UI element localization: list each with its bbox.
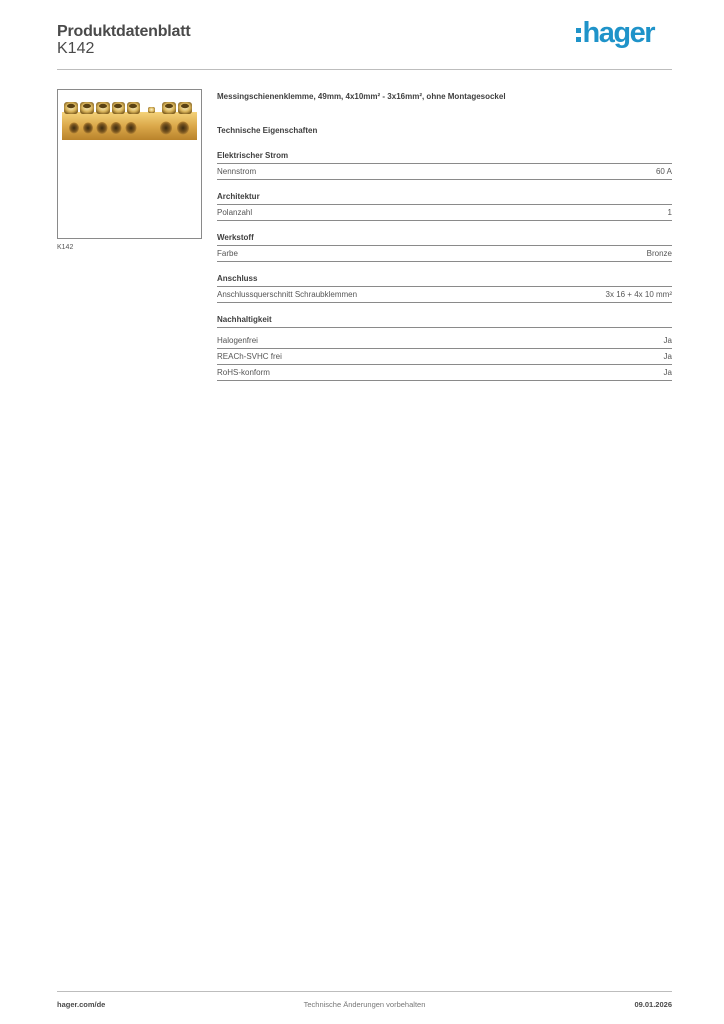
specs-section-title: Technische Eigenschaften — [217, 126, 318, 135]
spec-label: Polanzahl — [217, 208, 253, 217]
hager-logo — [576, 18, 654, 48]
spec-group-title: Architektur — [217, 192, 672, 205]
product-details — [217, 92, 672, 393]
spec-group-architecture — [217, 192, 672, 221]
image-caption: K142 — [57, 244, 74, 251]
terminal-bar-image — [58, 90, 201, 238]
spec-label: Nennstrom — [217, 167, 257, 176]
spec-group-electric-current — [217, 151, 672, 180]
product-image — [57, 89, 202, 239]
spec-value: Ja — [663, 368, 672, 377]
spec-group-title: Anschluss — [217, 274, 672, 287]
page-header — [57, 17, 672, 70]
footer-disclaimer: Technische Änderungen vorbehalten — [303, 1000, 426, 1009]
spec-group-title: Elektrischer Strom — [217, 151, 672, 164]
page-footer — [57, 991, 672, 1009]
spec-row — [217, 365, 672, 381]
spec-value: Ja — [663, 336, 672, 345]
spec-label: RoHS-konform — [217, 368, 270, 377]
logo-text: hager — [582, 17, 654, 49]
spec-value: 3x 16 + 4x 10 mm² — [605, 290, 672, 299]
spec-row — [217, 164, 672, 180]
spec-label: Farbe — [217, 249, 238, 258]
spec-group-title: Werkstoff — [217, 233, 672, 246]
page-title: Produktdatenblatt — [57, 23, 191, 40]
product-description: Messingschienenklemme, 49mm, 4x10mm² - 3x16mm², ohne Montagesockel — [217, 92, 506, 101]
spec-row — [217, 349, 672, 365]
footer-website-link[interactable]: hager.com/de — [57, 1000, 106, 1009]
spec-value: 1 — [667, 208, 672, 217]
spec-group-sustainability — [217, 315, 672, 381]
spec-label: REACh-SVHC frei — [217, 352, 282, 361]
spec-group-title: Nachhaltigkeit — [217, 315, 672, 328]
spec-row — [217, 205, 672, 221]
spec-value: Ja — [663, 352, 672, 361]
spec-label: Halogenfrei — [217, 336, 258, 345]
product-code: K142 — [57, 40, 95, 57]
spec-value: 60 A — [655, 167, 672, 176]
spec-row — [217, 333, 672, 349]
spec-label: Anschlussquerschnitt Schraubklemmen — [217, 290, 358, 299]
spec-group-connection — [217, 274, 672, 303]
spec-group-material — [217, 233, 672, 262]
spec-row — [217, 287, 672, 303]
logo-dots-icon — [576, 28, 581, 42]
footer-date: 09.01.2026 — [634, 1000, 672, 1009]
spec-row — [217, 246, 672, 262]
spec-value: Bronze — [646, 249, 672, 258]
